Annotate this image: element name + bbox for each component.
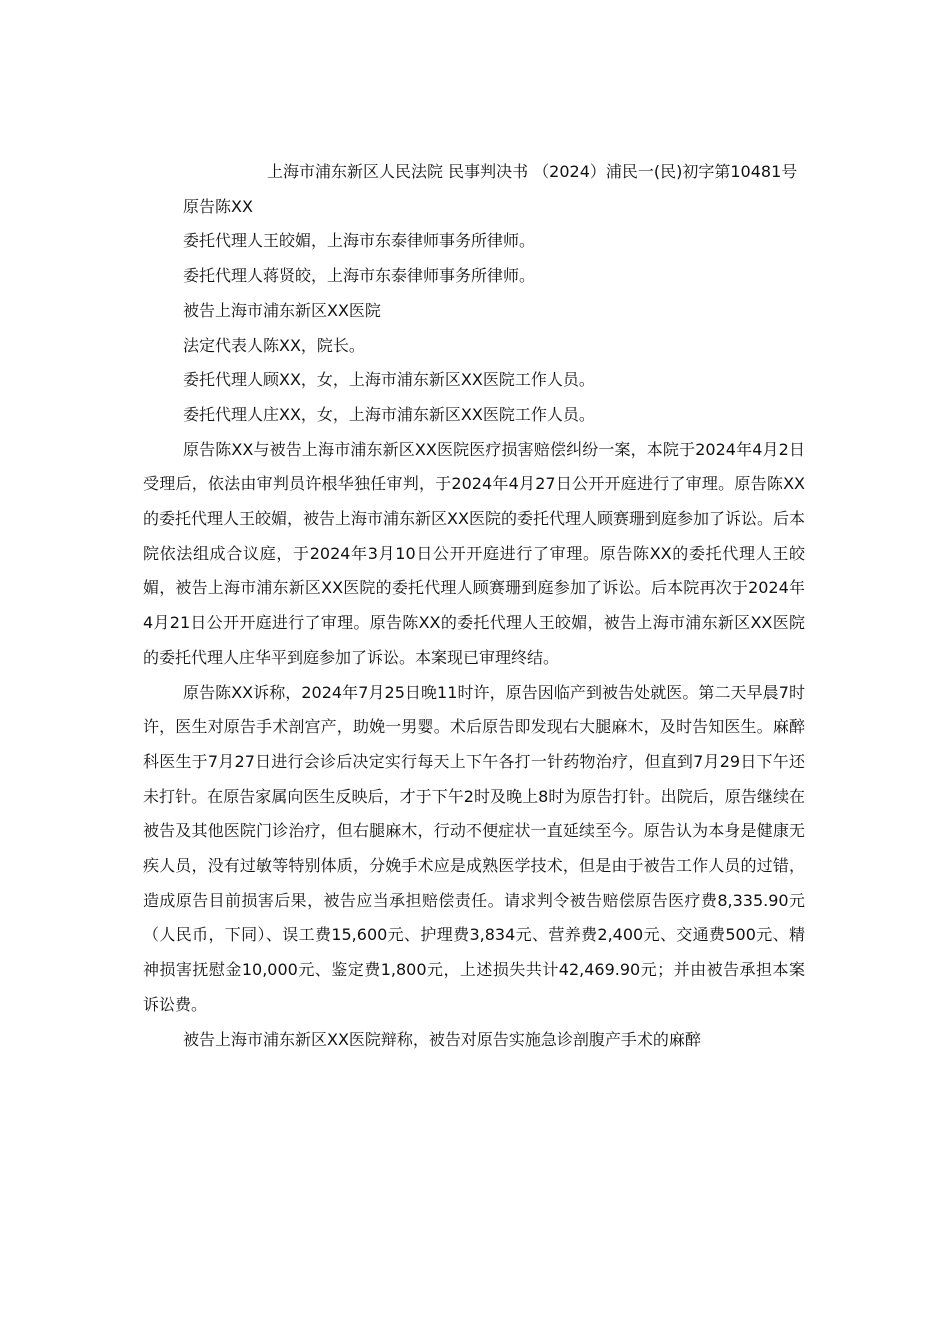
party-defendant-agent-2: 委托代理人庄XX，女，上海市浦东新区XX医院工作人员。 (183, 404, 595, 424)
party-plaintiff-agent-2: 委托代理人蒋贤皎，上海市东泰律师事务所律师。 (183, 266, 536, 286)
defendant-response-paragraph: 被告上海市浦东新区XX医院辩称，被告对原告实施急诊剖腹产手术的麻醉 (183, 1029, 701, 1049)
plaintiff-claim-paragraph: 原告陈XX诉称，2024年7月25日晚11时许，原告因临产到被告处就医。第二天早晨7时许，医生对原告手术剖宫产，助娩一男婴。术后原告即发现右大腿麻木，及时告知医生。麻醉科医生于7月27日进行会诊后决定实行每天上下午各打一针药物治疗，但直到7月29日下午还未打针。在原告家属向医生反映后，才于下午2时及晚上8时为原告打针。出院后，原告继续在被告及其他医院门诊治疗，但右腿麻木，行动不便症状一直延续至今。原告认为本身是健康无疾人员，没有过敏等特别体质，分娩手术应是成熟医学技术，但是由于被告工作人员的过错，造成原告目前损害后果，被告应当承担赔偿责任。请求判令被告赔偿原告医疗费8,335.90元（人民币，下同）、误工费15,600元、护理费3,834元、营养费2,400元、交通费500元、精神损害抚慰金10,000元、鉴定费1,800元，上述损失共计42,469.90元；并由被告承担本案诉讼费。 (143, 682, 805, 1014)
party-legal-representative: 法定代表人陈XX，院长。 (183, 335, 365, 355)
case-history-paragraph: 原告陈XX与被告上海市浦东新区XX医院医疗损害赔偿纠纷一案，本院于2024年4月2日受理后，依法由审判员许根华独任审判，于2024年4月27日公开开庭进行了审理。原告陈XX的委托代理人王皎媚，被告上海市浦东新区XX医院的委托代理人顾赛珊到庭参加了诉讼。后本院依法组成合议庭，于2024年3月10日公开开庭进行了审理。原告陈XX的委托代理人王皎媚，被告上海市浦东新区XX医院的委托代理人顾赛珊到庭参加了诉讼。后本院再次于2024年4月21日公开开庭进行了审理。原告陈XX的委托代理人王皎媚，被告上海市浦东新区XX医院的委托代理人庄华平到庭参加了诉讼。本案现已审理终结。 (143, 439, 805, 667)
party-plaintiff-agent-1: 委托代理人王皎媚，上海市东泰律师事务所律师。 (183, 231, 536, 251)
party-defendant-agent-1: 委托代理人顾XX，女，上海市浦东新区XX医院工作人员。 (183, 370, 595, 390)
judgment-body (143, 155, 805, 1057)
party-defendant: 被告上海市浦东新区XX医院 (183, 300, 381, 320)
document-title: 上海市浦东新区人民法院 民事判决书 （2024）浦民一(民)初字第10481号 (267, 162, 798, 181)
party-plaintiff: 原告陈XX (183, 196, 253, 216)
